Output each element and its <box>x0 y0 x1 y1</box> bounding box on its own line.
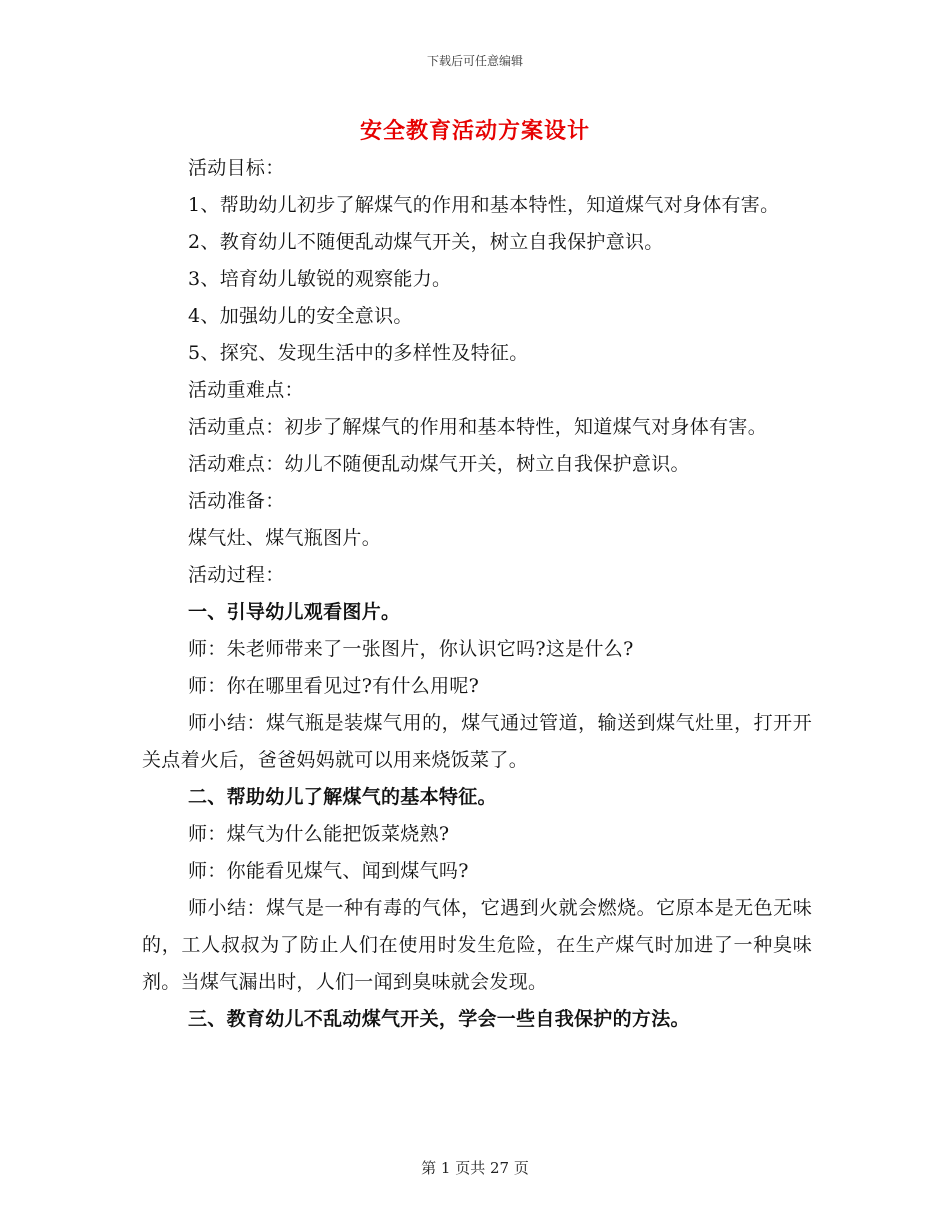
paragraph-objective-1: 1、帮助幼儿初步了解煤气的作用和基本特性，知道煤气对身体有害。 <box>188 194 780 216</box>
paragraph-key-point: 活动重点：初步了解煤气的作用和基本特性，知道煤气对身体有害。 <box>188 416 768 438</box>
paragraph-teacher-question-1: 师：朱老师带来了一张图片，你认识它吗?这是什么? <box>188 638 634 660</box>
paragraph-teacher-question-2: 师：你在哪里看见过?有什么用呢? <box>188 675 480 697</box>
paragraph-preparation-heading: 活动准备： <box>188 490 285 512</box>
section-heading-1: 一、引导幼儿观看图片。 <box>188 601 401 623</box>
document-body <box>142 150 812 1038</box>
paragraph-objectives-heading: 活动目标： <box>188 157 285 179</box>
paragraph-difficult-point: 活动难点：幼儿不随便乱动煤气开关，树立自我保护意识。 <box>188 453 690 475</box>
paragraph-objective-3: 3、培育幼儿敏锐的观察能力。 <box>188 268 452 290</box>
paragraph-teacher-summary-2: 师小结：煤气是一种有毒的气体，它遇到火就会燃烧。它原本是无色无味的，工人叔叔为了防止人们在使用时发生危险，在生产煤气时加进了一种臭味剂。当煤气漏出时，人们一闻到臭味就会发现。 <box>142 897 812 993</box>
paragraph-preparation: 煤气灶、煤气瓶图片。 <box>188 527 382 549</box>
paragraph-process-heading: 活动过程： <box>188 564 285 586</box>
document-title: 安全教育活动方案设计 <box>359 118 590 144</box>
page-footer: 第 1 页共 27 页 <box>421 1159 529 1177</box>
section-heading-3: 三、教育幼儿不乱动煤气开关，学会一些自我保护的方法。 <box>188 1008 690 1030</box>
header-note: 下载后可任意编辑 <box>426 54 523 68</box>
paragraph-teacher-summary-1: 师小结：煤气瓶是装煤气用的，煤气通过管道，输送到煤气灶里，打开开关点着火后，爸爸妈妈就可以用来烧饭菜了。 <box>142 712 812 771</box>
paragraph-objective-4: 4、加强幼儿的安全意识。 <box>188 305 413 327</box>
section-heading-2: 二、帮助幼儿了解煤气的基本特征。 <box>188 786 497 808</box>
paragraph-key-points-heading: 活动重难点： <box>188 379 304 401</box>
paragraph-objective-2: 2、教育幼儿不随便乱动煤气开关，树立自我保护意识。 <box>188 231 664 253</box>
paragraph-objective-5: 5、探究、发现生活中的多样性及特征。 <box>188 342 529 364</box>
paragraph-teacher-question-4: 师：你能看见煤气、闻到煤气吗? <box>188 860 469 882</box>
paragraph-teacher-question-3: 师：煤气为什么能把饭菜烧熟? <box>188 823 450 845</box>
